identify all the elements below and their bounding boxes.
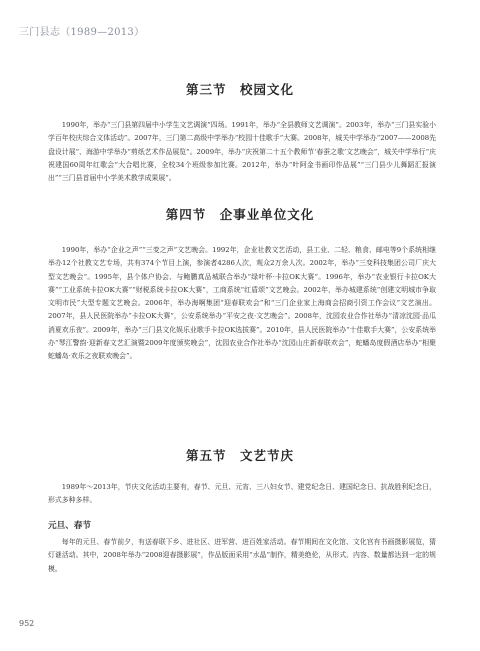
enterprise-culture-paragraph: 1990年，举办“企业之声”“三变之声”文艺晚会。1992年，企业社教文艺活动，县工业、二轻、粮食、邮电等9个系统相继举办12个社教文艺专场，共有374个节目上演，参演者4286人次，观众2万余人次。2002年，举办“三变科技集团公司厂庆大型文艺晚会”。1995年，县个体户协会、与鲍鹏真品城联合举办“绿叶杯·卡拉OK大赛”。1996年，举办“农业银行卡拉OK大赛”“工业系统卡拉OK大赛”“财税系统卡拉OK大赛”，工商系统“红盾颂”文艺晚会。2002年，举办城建系统“创建文明城市争取文明市民”大型专题文艺晚会。2006年，举办海啊集团“迎春联欢会”和“三门企业家上海商会招商引资工作会议”文艺演出。2007年，县人民医院举办“卡拉OK大赛”，公安系统举办“平安之夜·文艺晚会”。2008年，沈园农业合作社举办“清凉沈园·品瓜消夏欢乐夜”。2009年，举办“三门县文化娱乐业歌手卡拉OK选拔赛”。2010年，县人民医院举办“十佳歌手大赛”，公安系统举办“琴江警韵·迎新春文艺汇演暨2009年度颁奖晚会”，沈园农业合作社举办“沈园山庄新春联欢会”，蛇蟠岛度假酒店举办“相聚蛇蟠岛·欢乐之夜联欢晚会”。 (48, 246, 436, 361)
section-title-campus-culture: 第三节 校园文化 (185, 82, 294, 97)
new-year-spring-paragraph: 每年的元旦、春节前夕，有送春联下乡、进社区、进军营、进百姓家活动。春节期间在文化馆、文化宫有书画摄影展览，猜灯谜活动。其中，2008年举办“2008迎春摄影展”，作品版面采用“水晶”制作，精美绝伦，从形式、内容、数量都达到一定的规模。 (48, 538, 436, 573)
section-title-enterprise-culture: 第四节 企事业单位文化 (165, 207, 315, 222)
running-head: 三门县志（1989—2013） (19, 27, 145, 38)
section-title-festivals: 第五节 文艺节庆 (185, 448, 294, 463)
page-number: 952 (19, 619, 35, 628)
subsection-heading-new-year-spring: 元旦、春节 (48, 521, 91, 531)
campus-culture-paragraph: 1990年，举办“三门县第四届中小学生文艺调演”四场。1991年，举办“全县教师文艺调演”。2003年，举办“三门县实验小学百年校庆综合文体活动”。2007年，三门第二高级中学举办“校园十佳歌手”大赛。2008年，城关中学举办“2007——2008先盘设计展”、海游中学举办“剪纸艺术作品展览”。2009年，举办“庆祝第二十五个教师节‘春蚕之歌’文艺晚会”，城关中学举行“庆祝建国60周年红歌会”大合唱比赛，全校34个班级参加比赛。2012年，举办“叶阿金书画印作品展”“三门县少儿舞蹈汇报演出”“三门县首届中小学美术教学成果展”。 (48, 121, 436, 183)
festivals-paragraph: 1989年～2013年，节庆文化活动主要有，春节、元旦、元宵、三八妇女节、建党纪念日、建国纪念日、抗战胜利纪念日，形式多种多样。 (48, 483, 436, 505)
